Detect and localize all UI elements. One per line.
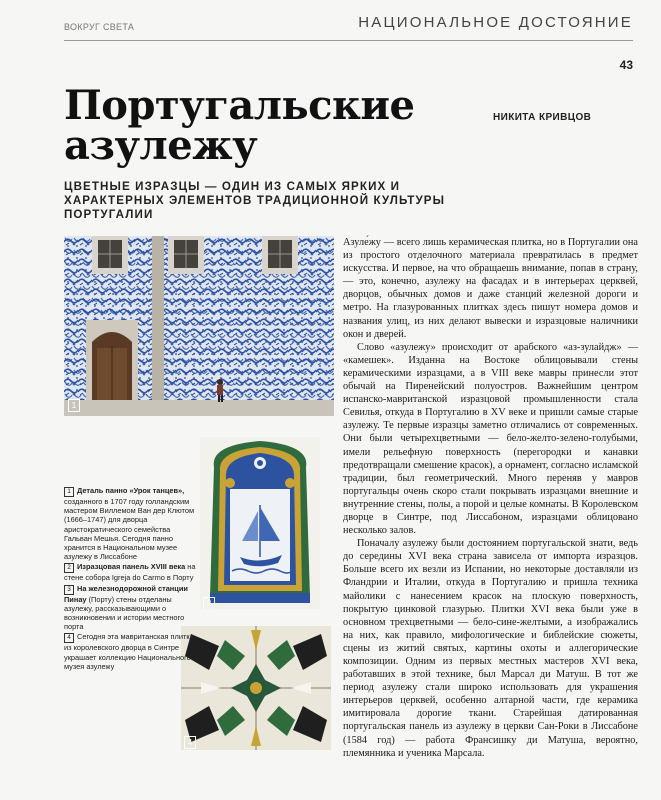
caption-text: Сегодня эта мавританская плитка из королевского дворца в Синтре украшает коллекцию Национального музея азулежу bbox=[64, 632, 194, 671]
caption-3 bbox=[64, 584, 196, 632]
church-facade-image bbox=[64, 236, 334, 416]
caption-number: 2 bbox=[64, 563, 74, 573]
caption-1 bbox=[64, 486, 196, 561]
caption-text: созданного в 1707 году голландским мастером Виллемом Ван дер Клютом (1666–1747) для дворца аристократического семейства Гальван Мешья. Сегодня панно хранится в Национальном музее азулежу в Лиссабоне bbox=[64, 497, 195, 562]
section-title: НАЦИОНАЛЬНОЕ ДОСТОЯНИЕ bbox=[358, 14, 633, 31]
caption-4 bbox=[64, 632, 196, 671]
figure-moorish-tiles bbox=[181, 626, 331, 750]
header-divider bbox=[64, 40, 633, 41]
paragraph-1: Азуле́жу — всего лишь керамическая плитка, но в Португалии она из простого отделочного материала превратилась в предмет искусства. И первое, на что обращаешь внимание, попав в страну, — это, конечно, азулежу на фасадах и в интерьерах церквей, дворцов, обычных домов и даже станций железной дороги и метро. На глазурованных плитках здесь пишут номера домов и названия улиц, из них делают вывески и изразцовые наличники окон и дверей. bbox=[343, 237, 638, 340]
figure-number-4: 4 bbox=[184, 736, 196, 749]
caption-text: (Порту) стены отделаны азулежу, рассказывающими о возникновении и истории местного порта bbox=[64, 594, 185, 632]
caption-bold: На железнодорожной станции Пинау bbox=[64, 583, 188, 604]
caption-text: на стене собора Igreja do Carmo в Порту bbox=[64, 562, 196, 583]
caption-2 bbox=[64, 562, 196, 582]
caption-number: 1 bbox=[64, 487, 74, 497]
figure-church-facade bbox=[64, 236, 334, 416]
paragraph-2: Слово «азулежу» происходит от арабского «аз-зулайдж» — «камешек». Изданна на Востоке облицовывали стены керамическими изразцами, а в VIII веке мавры принесли этот обычай на Пиренейский полуостров. Важнейшим центром испанско-мавританской изразцовой промышленности стала Севилья, откуда в Португалию в XV веке и пришли самые старые азулежу. Те первые изразцы заметно отличались от современных. Они были четырехцветными — бело-желто-зелено-голубыми, имели рельефную поверхность (перегородки и канавки предотвращали смешение красок), а орнамент, согласно исламской традиции, был геометрический. Много переняв у мавров португальцы очень скоро стали покрывать изразцами внешние и внутренние стены, полы, а порой и целые комнаты. В Королевском дворце в Синтре, под Лиссабоном, изразцами облицовано несколько залов. bbox=[343, 341, 638, 537]
article-subtitle: ЦВЕТНЫЕ ИЗРАЗЦЫ — ОДИН ИЗ САМЫХ ЯРКИХ И ХАРАКТЕРНЫХ ЭЛЕМЕНТОВ ТРАДИЦИОННОЙ КУЛЬТУРЫ ПОРТУГАЛИИ bbox=[64, 180, 446, 221]
caption-bold: Изразцовая панель XVIII века bbox=[77, 562, 186, 572]
article-body bbox=[343, 236, 638, 760]
tile-panel-image bbox=[200, 437, 320, 609]
page-number: 43 bbox=[619, 58, 633, 72]
caption-number: 3 bbox=[64, 585, 74, 595]
magazine-name: ВОКРУГ СВЕТА bbox=[64, 22, 135, 32]
moorish-tiles-image bbox=[181, 626, 331, 750]
author-name: НИКИТА КРИВЦОВ bbox=[493, 112, 592, 123]
title-line-2: азулежу bbox=[64, 122, 258, 169]
title-line-1: Португальские bbox=[64, 82, 415, 129]
article-title bbox=[64, 82, 415, 169]
caption-bold: Деталь панно «Урок танцев», bbox=[77, 486, 185, 495]
caption-list bbox=[64, 486, 196, 672]
caption-number: 4 bbox=[64, 633, 74, 643]
figure-number-1: 1 bbox=[68, 399, 80, 412]
figure-number-2: 2 bbox=[203, 597, 215, 609]
figure-tile-panel bbox=[200, 437, 320, 609]
paragraph-3: Поначалу азулежу были достоянием португальской знати, ведь до середины XVI века страна зависела от импорта изразцов. Больше всего их везли из Испании, но некоторые доставляли из Фландрии и Италии, откуда в Португалию и пришла техника майолики с нанесением красок на плоскую поверхность, покрытую цинковой глазурью. Плитки XVI века были уже в основном трехцветными — бело-сине-желтыми, а изображались на них, как правило, мифологические и библейские сюжеты, сцены из житий святых, картины охоты и аллегорические композиции. Одним из первых местных мастеров XVI века, работавших в этой технике, был Марсал ди Матуш. В тот же период азулежу стали широко использовать для украшения интерьеров церквей, особенно алтарной части, где керамика имитировала дорогие ткани. Старейшая датированная португальская панель из азулежу в церкви Сан-Роки в Лиссабоне (1584 год) — работа Франсишку ди Матуша, вероятно, племянника и ученика Марсала. bbox=[343, 538, 638, 759]
